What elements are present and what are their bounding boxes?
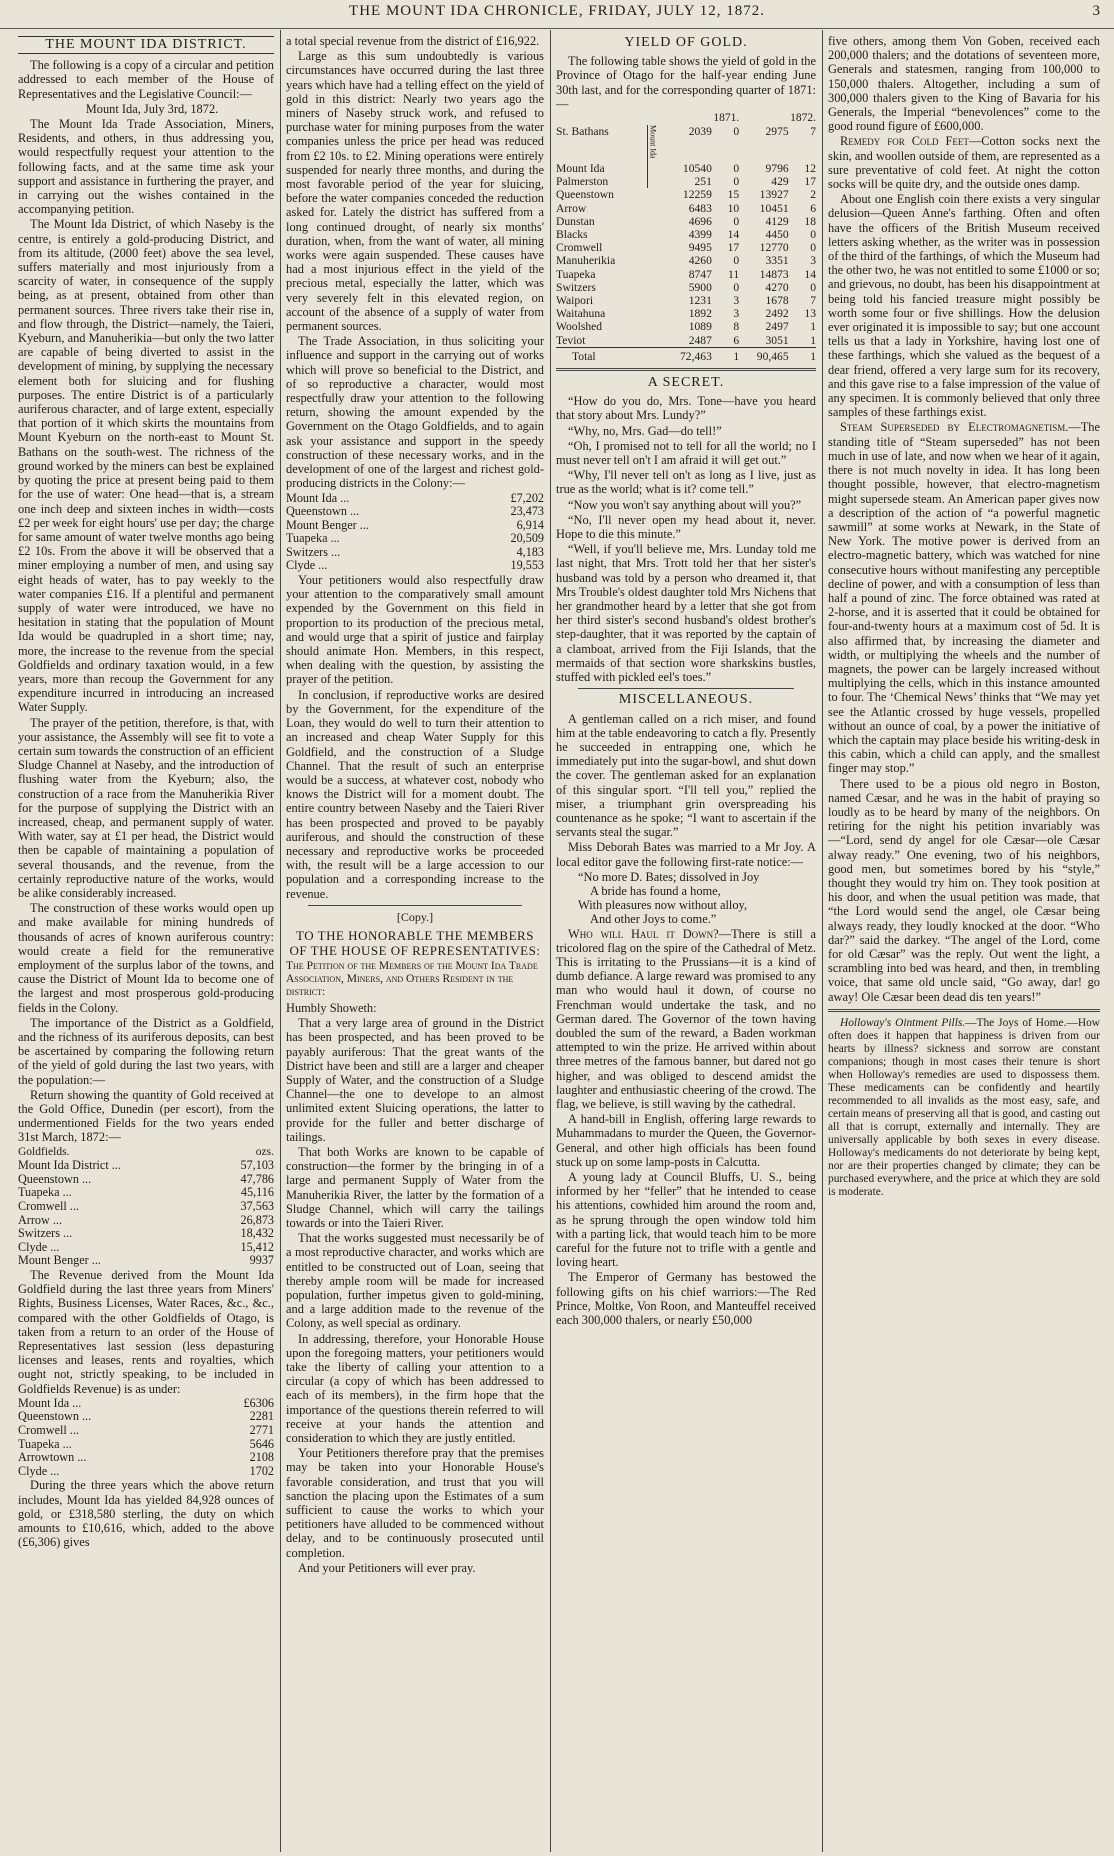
table-row	[556, 268, 816, 281]
table-cell: Arrowtown ...	[18, 1450, 87, 1465]
table-row	[18, 1438, 274, 1452]
table-cell: Arrow	[556, 201, 587, 215]
paragraph: Large as this sum undoubtedly is various circumstances have occurred during the last three years which have had a telling effect on the yield of gold in this district: Nearly two years ago the miners of Naseby struck work, and refused to purchase water for mining purposes from the water companies unless the price per head was reduced from £2 10s. to £2. Mining operations were entirely suspended for nearly three months, and during the most favorable period of the year for sluicing, before the water companies conceded the reduction asked for. Lately the district has suffered from a long continued drought, of nearly six months' duration, when, from the want of water, all mining works were again suspended. These causes have had a most injurious effect in the yield of the precious metal, especially the latter, which was very severely felt in this elevated region, on account of the absence of a supply of water from permanent sources.	[286, 49, 544, 334]
table-cell: 13	[804, 307, 816, 321]
article-heading-yield-of-gold: YIELD OF GOLD.	[624, 35, 748, 50]
table-cell: 3351	[765, 254, 789, 268]
table-row	[556, 241, 816, 254]
table-cell: Mount Ida ...	[18, 1395, 82, 1410]
table-cell: Arrow ...	[18, 1212, 63, 1227]
table-cell: 4,183	[516, 544, 544, 559]
table-cell: 15	[727, 188, 740, 202]
table-row	[286, 519, 544, 533]
table-cell: Mount Ida District ...	[18, 1158, 121, 1173]
table-cell: 2487	[688, 333, 712, 347]
table-cell	[648, 320, 663, 333]
table-cell: Dunstan	[556, 214, 595, 228]
paragraph: A hand-bill in English, offering large rewards to Muhammadans to murder the Queen, the Governor-General, and other high officials has been found stuck up on some lamp-posts in Calcutta.	[556, 1112, 816, 1169]
paragraph: The importance of the District as a Goldfield, and the richness of its auriferous deposits, can best be ascertained by comparing the following return of the yield of gold during the last two years, with the population:—	[18, 1015, 274, 1087]
table-cell	[648, 307, 663, 320]
year-header: 1872.	[790, 112, 816, 125]
table-cell: 0	[810, 280, 816, 294]
humbly-showeth: Humbly Showeth:	[286, 1000, 377, 1015]
paragraph: A young lady at Council Bluffs, U. S., being informed by her “feller” that he intended to cease his attentions, cowhided him around the room and, as he sprung through the open window told him with a parting lick, that would teach him to be more careful for the future not to trifle with a gentle and loving heart.	[556, 1170, 816, 1270]
table-cell: 19,553	[510, 558, 544, 573]
table-cell: £6306	[243, 1395, 274, 1410]
table-cell: Woolshed	[556, 320, 603, 334]
paragraph: About one English coin there exists a very singular delusion—Queen Anne's farthing. Often and often have the officers of the British Museum received letters asking whether, as the writer was in possession of the third of the farthings, of which the Museum had the other two, he was not entitled to some £1000 or so; and grievous, no doubt, has been his disappointment at being told his fancied treasure might possibly be worth some four or five shillings. How the delusion ever originated it is impossible to say; but one account tells us that a lady in Yorkshire, having lost one of these farthings, which she valued as the bequest of a dear friend, offered a very large sum for its recovery, and this gave rise to a false impression of the value of any specimen. It is commonly believed that only three samples of these farthings exist.	[828, 192, 1100, 420]
paragraph: That both Works are known to be capable of construction—the former by the bringing in of a large and permanent Supply of Water from the Manuherikia River, the latter by the formation of a Sludge Channel, which will carry the tailings towards or into the Taieri River.	[286, 1144, 544, 1230]
table-row	[286, 559, 544, 573]
table-cell: 14	[804, 267, 816, 281]
revenue-table	[18, 1397, 274, 1479]
divider	[828, 1009, 1100, 1012]
table-row	[18, 1227, 274, 1241]
table-cell: Mount Benger ...	[18, 1253, 101, 1268]
paragraph: Your petitioners would also respectfully draw your attention to the comparatively small amount expended by the Government on this field in proportion to its production of the precious metal, and would urge that a spirit of justice and fairplay should animate Hon. Members, in this respect, when dealing with the question, by assisting the prayer of the petition.	[286, 573, 544, 687]
table-cell: 1	[810, 333, 816, 347]
table-cell: Clyde ...	[18, 1239, 60, 1254]
secret-paragraphs	[556, 394, 816, 684]
table-cell	[648, 268, 663, 281]
table-cell: 2	[810, 188, 816, 202]
verse-line: “No more D. Bates; dissolved in Joy	[578, 869, 760, 884]
petition-title: The Petition of the Members of the Mount Ida Trade Association, Miners, and Others Resident in the district:	[286, 959, 538, 998]
table-total-row	[556, 347, 816, 363]
table-cell: 10	[727, 201, 740, 215]
paragraph: In addressing, therefore, your Honorable House upon the foregoing matters, your petitioners would take the liberty of calling your attention to a circular (a copy of which has been addressed to each of its members), in the firm hope that the importance of the questions therein referred to will receive at your hands the attention and consideration to which they are justly entitled.	[286, 1331, 544, 1446]
paragraph: The Mount Ida District, of which Naseby is the centre, is entirely a gold-producing District, and from its altitude, (2000 feet) above the sea level, suffers materially and most injuriously from a scarcity of water, in consequence of the supply being, as at present, obtained from other than permanent sources. Three rivers take their rise in, and flow through, the District—namely, the Taieri, Kyeburn, and Manuherikia—but only the two latter are capable of being diverted to assist in the development of mining, by supplying the necessary element both for sluicing and for flushing purposes. The entire District is of a particularly auriferous character, and of large extent, especially that portion of it which skirts the mountains from Mount Kyeburn on the north-east to Mount St. Bathans on the south-west. The richness of the ground worked by the miners can best be explained by quoting the price at present being paid to them for the use of water: One head—that is, a stream one inch deep and sixteen inches in width—costs £2 per week for eight hours' use per day; the charge for same amount of water twelve months ago being £2 10s. From the above it will be observed that a miner employing a number of men, and using say eight heads of water, has to pay weekly to the water companies £16. If a plentiful and permanent supply of water were introduced, we have no hesitation in stating that the population of Mount Ida would be quadrupled in a short time; nay, more, the increase to the revenue from the special Goldfields and ordinary taxation would, in a few years, more than recoup the Government for any expenditure incurred in introducing an increased Water Supply.	[18, 217, 274, 715]
table-cell: Palmerston	[556, 175, 609, 189]
paragraph: A gentleman called on a rich miser, and found him at the table endeavoring to catch a fly. Presently he succeeded in entrapping one, which he immediately put into the sugar-bowl, and shut down the cover. The gentleman asked for an explanation of this singular sport. “I'll tell you,” replied the miser, a triumphant grin overspreading his countenance as he spoke; “I want to ascertain if the servants steal the sugar.”	[556, 711, 816, 840]
table-cell: 0	[810, 241, 816, 255]
table-row	[18, 1214, 274, 1228]
table-cell: 11	[728, 267, 740, 281]
table-row	[556, 175, 816, 188]
paragraph: That the works suggested must necessarily be of a most reproductive character, and works which are entitled to be constructed out of Loan, seeing that thereby ample room will be made for increased population, further impetus given to gold-mining, and a large addition made to the revenue of the Colony, as well special as ordinary.	[286, 1231, 544, 1331]
paragraph: In conclusion, if reproductive works are desired by the Government, for the expenditure of the Loan, they would do well to turn their attention to an increased and cheap Water Supply for this Goldfield, and the construction of a Sludge Channel. That the result of such an enterprise would be a success, at whatever cost, nobody who knows the District will for a moment doubt. The entire country between Naseby and the Taieri River has been prospected and proved to be payably auriferous, and should the construction of these necessary and reproductive works be proceeded with, the result will be a large accession to our population and a corresponding increase to the revenue.	[286, 687, 544, 901]
table-cell: 23,473	[510, 504, 544, 519]
table-cell: 20,509	[510, 531, 544, 546]
table-row	[18, 1410, 274, 1424]
table-cell: Switzers ...	[18, 1226, 73, 1241]
table-cell: 3	[810, 254, 816, 268]
paragraph: The Revenue derived from the Mount Ida Goldfield during the last three years from Miners' Rights, Business Licenses, Water Races, &c., &c., compared with the other Goldfields of Otago, is taken from a return to an order of the House of Representatives last session (less depasturing licenses and leases, rents and royalties, which ought not, strictly speaking, to be included in Goldfields Revenue) is as under:	[18, 1267, 274, 1396]
paragraph: “Well, if you'll believe me, Mrs. Lunday told me last night, that Mrs. Trott told her that her sister's husband was told by a person who dreamed it, that Mrs Trouble's oldest daughter told Mrs Nichens that her grandmother heard by a letter that she got from her third sister's second husband's oldest brother's step-daughter, that it was reported by the captain of a clamboat, arrived from the Fiji Islands, that the mermaids of that section wore sharkskins bustles, stuffed with pickled eel's toes.”	[556, 542, 816, 685]
table-cell: 17	[804, 175, 816, 189]
table-cell: 17	[727, 241, 740, 255]
goldfields-table	[18, 1146, 274, 1268]
table-row	[556, 125, 816, 162]
table-cell: 1702	[249, 1463, 274, 1478]
table-cell: 9495	[688, 241, 712, 255]
table-cell	[648, 254, 663, 267]
table-cell	[648, 175, 663, 188]
table-cell: 9937	[249, 1253, 274, 1268]
table-cell: 8747	[688, 267, 712, 281]
table-row	[286, 546, 544, 560]
table-cell: 7	[810, 125, 816, 139]
table-cell: 1231	[688, 294, 712, 308]
table-cell: 0	[733, 175, 740, 189]
table-cell: Queenstown	[556, 188, 614, 202]
table-cell: 4399	[688, 228, 712, 241]
table-cell: 26,873	[240, 1212, 274, 1227]
table-cell: 10451	[759, 201, 789, 215]
table-row	[18, 1254, 274, 1268]
table-row	[556, 228, 816, 241]
table-cell: 13927	[759, 188, 789, 202]
table-cell: 15,412	[240, 1239, 274, 1254]
table-cell: 12770	[759, 241, 789, 255]
table-row	[18, 1200, 274, 1214]
table-row	[556, 307, 816, 320]
table-cell: 90,465	[739, 347, 788, 363]
table-cell: 0	[733, 254, 740, 268]
table-header-cell: Goldfields.	[18, 1145, 70, 1158]
table-cell: 10540	[682, 161, 712, 175]
yield-rows	[556, 125, 816, 347]
table-cell: 0	[733, 214, 740, 228]
table-cell: 5646	[249, 1436, 274, 1451]
table-row	[286, 505, 544, 519]
table-cell	[648, 228, 663, 241]
paragraph: The construction of these works would open up and make available for mining hundreds of thousands of acres of known auriferous country: would create a field for the remunerative employment of the surplus labor of the towns, and cause the District of Mount Ida to become one of the largest and most prosperous gold-producing fields in the Colony.	[18, 901, 274, 1015]
table-cell: 6	[733, 333, 740, 347]
item-title: Holloway's Ointment Pills.	[840, 1016, 966, 1029]
paragraph	[828, 134, 1100, 191]
column-4	[828, 34, 1100, 1852]
item-text: —The Joys of Home.—How often does it happen that happiness is driven from our hearts by illness? sickness and sorrow are constant companions; though in most cases their tenure is short when Holloway's remedies are used to dispossess them. These medicaments can be confidently and heartily recommended to all invalids as the most easy, safe, and certain means of preserving all that is good, and casting out all that is corrupt, externally and internally. They are universally applicable by both sexes in every disease. Holloway's medicaments do not deteriorate by being kept, nor are their properties changed by climate; they can be purchased everywhere, and the price at which they are sold is moderate.	[828, 1016, 1100, 1198]
table-cell: 251	[694, 175, 712, 189]
paragraph: Miss Deborah Bates was married to a Mr Joy. A local editor gave the following first-rate notice:—	[556, 840, 816, 869]
table-cell: 0	[733, 161, 740, 175]
table-cell: 4260	[688, 254, 712, 268]
table-cell: 18,432	[240, 1226, 274, 1241]
article-heading-a-secret: A SECRET.	[647, 375, 725, 391]
table-cell: 0	[733, 280, 740, 294]
table-row	[556, 188, 816, 201]
advertisement	[828, 1017, 1100, 1199]
table-cell: 5900	[688, 280, 712, 294]
table-cell: 18	[804, 214, 816, 228]
table-row	[286, 492, 544, 506]
table-cell: 2497	[765, 320, 789, 334]
paragraph: There used to be a pious old negro in Boston, named Cæsar, and he was in the habit of praying so loudly as to be heard by many of the neighbors. On retiring for the night his petition invariably was—“Lord, send dy angel for ole Cæsar—ole Cæsar alway ready.” One evening, two of his neighbors, good men, but sometimes bored by his “style,” thought they would try him on. They took position at his door, and when the usual petition was made, that “the Lord would send the angel, ole Cæsar being always ready, they loudly knocked at the door. “Who dar?” said the darkey. “The angel of the Lord, come for old Cæsar” was the reply. Out went the light, a scrambling into bed was heard, and then, in trembling voice, that same old uncle said, “Go away, dar! go away! Ole Cæsar been dead dis ten years!”	[828, 776, 1100, 1004]
paragraph: “How do you do, Mrs. Tone—have you heard that story about Mrs. Lundy?”	[556, 394, 816, 423]
table-row	[18, 1186, 274, 1200]
table-cell: 3051	[765, 333, 789, 347]
verse-line: With pleasures now without alloy,	[578, 898, 748, 913]
table-cell: Cromwell ...	[18, 1199, 79, 1214]
revenue-rows	[18, 1397, 274, 1479]
table-header-row	[556, 112, 816, 125]
table-cell: 47,786	[240, 1171, 274, 1186]
table-cell: 4450	[765, 228, 789, 241]
table-cell: Blacks	[556, 228, 588, 241]
paragraph: “Why, I'll never tell on't as long as I live, just as true as the world; what is it? come tell.”	[556, 468, 816, 497]
paragraph: The Emperor of Germany has bestowed the following gifts on his chief warriors:—The Red Prince, Moltke, Von Roon, and Manteuffel received each 300,000 thalers, or nearly £50,000	[556, 1270, 816, 1328]
article-heading-miscellaneous: MISCELLANEOUS.	[618, 692, 754, 708]
table-cell: 1892	[688, 307, 712, 321]
table-cell: 3	[733, 307, 740, 321]
item-title: Remedy for Cold Feet	[840, 134, 969, 149]
table-cell: Queenstown ...	[18, 1409, 92, 1424]
table-cell: 6	[810, 201, 816, 215]
table-cell: 2492	[765, 307, 789, 321]
table-cell: 72,463	[662, 347, 711, 363]
table-cell: 8	[733, 320, 740, 334]
item-text: —There is still a tricolored flag on the spire of the Cathedral of Metz. This is irritating to the Prussians—it is a kind of dumb defiance. A large reward was promised to any man who would haul it down, of course no Frenchman would undertake the task, and no German dared. The Governor of the town having doubled the sum of the reward, a Baden workman attempted to win the prize. He arrived within about three metres of the famous banner, but dared not go higher, and was obliged to descend amidst the laughter and enthusiastic cheering of the crowd. The flag, we believe, is still waving by the cathedral.	[556, 926, 816, 1111]
table-row	[18, 1465, 274, 1479]
item-text: —The standing title of “Steam superseded” has not been much in use of late, and now when we hear of it again, there is not much novelty in idea. It has long been thought possible, however, that electro-magnetism might supersede steam. An American paper gives now a description of the action of “a powerful magnetic sawmill” at some works at Newark, in the State of New York. The motive power is derived from an electro-magnetic battery, which was watched for nine consecutive hours without manifesting any perceptible decline of power, and with a consumption of less than half a pound of zinc. The force obtained was rated at 2-horse, and it is asserted that it could be obtained for four-and-twenty hours at a maximum cost of 5d. It is also affirmed that, by increasing the diameter and width, or multiplying the wheels and the number of magnets, the power can be largely increased without multiplying the cells, which in this instance amounted to four. The ‘Chemical News’ thinks that “We may yet see the Atlantic crossed by huge vessels, propelled without an ounce of coal, by a power the initiative of which the captain may place beside his writing-desk in this cabin, which a child can apply, and the smallest finger may stop.”	[828, 420, 1100, 776]
table-cell: Total	[556, 347, 648, 363]
table-cell: Clyde ...	[286, 558, 328, 573]
table-cell: Switzers	[556, 280, 596, 294]
paragraph: During the three years which the above return includes, Mount Ida has yielded 84,928 ounces of gold, or £318,580 sterling, the duty on which amounts to £10,616, which, added to the above (£6,306) gives	[18, 1478, 274, 1550]
article-heading-mount-ida-district: THE MOUNT IDA DISTRICT.	[18, 36, 274, 54]
paragraph: The prayer of the petition, therefore, is that, with your assistance, the Assembly will see fit to vote a certain sum towards the construction of an efficient Sludge Channel at Naseby, and the introduction of flushing water from the Kyeburn; also, the construction of a race from the Manuherikia River for the purpose of supplying the District with an increased, cheap, and permanent supply of water. With water, say at £1 per head, the District would then be capable of maintaining a population of several thousands, and the revenue, from the certainly reproductive nature of the works, would be alike considerably increased.	[18, 715, 274, 900]
paragraph: Your Petitioners therefore pray that the premises may be taken into your Honorable House's favorable consideration, and trust that you will sanction the placing upon the Estimates of a sum sufficient to cause the works to which your petitioners have alluded to be commenced without delay, and to be continuously prosecuted until completion.	[286, 1446, 544, 1560]
table-cell: 45,116	[240, 1185, 274, 1200]
paragraph: The following table shows the yield of gold in the Province of Otago for the half-year ending June 30th last, and for the corresponding quarter of 1871:—	[556, 54, 816, 111]
return-caption: Return showing the quantity of Gold received at the Gold Office, Dunedin (per escort), from the undermentioned Fields for the two years ended 31st March, 1872:—	[18, 1087, 274, 1145]
table-cell: Manuherikia	[556, 254, 616, 268]
table-header-row	[18, 1146, 274, 1160]
table-row	[18, 1424, 274, 1438]
table-row	[556, 281, 816, 294]
table-cell: 7	[810, 294, 816, 308]
table-row	[556, 215, 816, 228]
table-cell: Cromwell	[556, 241, 603, 255]
paragraph: “Why, no, Mrs. Gad—do tell!”	[568, 423, 722, 438]
table-cell: Switzers ...	[286, 544, 341, 559]
table-cell: 6,914	[516, 517, 544, 532]
table-cell: 1678	[765, 294, 789, 308]
table-cell	[648, 215, 663, 228]
expenditure-table	[286, 492, 544, 574]
table-cell	[648, 125, 663, 162]
table-cell: 4270	[765, 280, 789, 294]
table-cell: Queenstown ...	[286, 504, 360, 519]
mount-ida-bracket-label: Mount Ida	[648, 125, 658, 159]
table-cell: Teviot	[556, 333, 586, 347]
table-cell: 57,103	[240, 1158, 274, 1173]
column-2	[286, 34, 544, 1852]
table-cell: 12259	[682, 188, 712, 202]
expenditure-rows	[286, 492, 544, 574]
table-cell: Clyde ...	[18, 1463, 60, 1478]
copy-label: [Copy.]	[396, 909, 434, 924]
table-cell: 2281	[249, 1409, 274, 1424]
verse-line: A bride has found a home,	[590, 883, 721, 898]
paragraph: The Mount Ida Trade Association, Miners, Residents, and others, in thus addressing you, would respectfully request your attention to the following facts, and at the same time ask your support and assistance in furthering the prayer, and in carrying out the wishes contained in the accompanying petition.	[18, 117, 274, 217]
table-cell: 9796	[765, 161, 789, 175]
masthead-title: THE MOUNT IDA CHRONICLE, FRIDAY, JULY 12, 1872.	[349, 3, 765, 19]
column-3	[556, 34, 816, 1852]
table-header-cell: ozs.	[255, 1145, 274, 1158]
table-cell: Waitahuna	[556, 307, 606, 321]
table-cell: 14	[727, 228, 740, 241]
table-cell: 4129	[765, 214, 789, 228]
paragraph: “Oh, I promised not to tell for all the world; no I must never tell on't I am afraid it will get out.”	[556, 438, 816, 468]
table-row	[556, 202, 816, 215]
petition-heading: TO THE HONORABLE THE MEMBERS OF THE HOUSE OF REPRESENTATIVES:	[289, 927, 541, 958]
column-rule	[822, 30, 823, 1852]
table-row	[18, 1159, 274, 1173]
page-number: 3	[1092, 3, 1100, 19]
table-cell	[648, 294, 663, 307]
paragraph: The following is a copy of a circular and petition addressed to each member of the House of Representatives and the Legislative Council:—	[18, 58, 274, 101]
table-row	[556, 334, 816, 348]
dateline: Mount Ida, July 3rd, 1872.	[85, 101, 219, 116]
table-cell: Tuapeka ...	[286, 531, 340, 546]
year-header: 1871.	[713, 112, 740, 125]
paragraph: a total special revenue from the district of £16,922.	[286, 34, 540, 48]
table-row	[18, 1173, 274, 1187]
table-cell: 0	[733, 125, 740, 139]
table-cell: Mount Ida	[556, 161, 605, 175]
table-cell	[648, 202, 663, 215]
table-cell: 1	[810, 320, 816, 334]
paragraph: And your Petitioners will ever pray.	[298, 1560, 476, 1575]
table-cell: 2108	[249, 1450, 274, 1465]
table-cell: St. Bathans	[556, 125, 609, 139]
table-row	[556, 294, 816, 307]
table-cell: 0	[810, 228, 816, 241]
table-cell: 1	[789, 347, 816, 363]
table-cell: 4696	[688, 214, 712, 228]
paragraph	[556, 927, 816, 1112]
table-cell: £7,202	[510, 490, 544, 505]
table-cell: 429	[771, 175, 789, 189]
table-cell: 2039	[688, 125, 712, 139]
divider	[556, 368, 816, 371]
table-cell: Cromwell ...	[18, 1423, 79, 1437]
divider	[308, 905, 522, 906]
table-cell: 12	[804, 161, 816, 175]
divider	[578, 688, 794, 689]
table-cell	[648, 334, 663, 348]
table-cell: 1089	[688, 320, 712, 334]
column-1	[18, 34, 274, 1852]
table-cell: 1	[712, 347, 739, 363]
paragraph	[828, 420, 1100, 775]
paragraph: That a very large area of ground in the District has been prospected, and has been proved to be payably auriferous: That the great wants of the District have been and still are a larger and cheaper Supply of Water, and the construction of a Sludge Channel—the one to develope to an almost unlimited extent Sluicing operations, the latter to provide for the fuller and better discharge of tailings.	[286, 1016, 544, 1144]
table-cell: Queenstown ...	[18, 1171, 92, 1186]
table-cell	[648, 188, 663, 201]
yield-table	[556, 112, 816, 363]
table-cell: Mount Benger ...	[286, 517, 369, 532]
paragraph: five others, among them Von Goben, received each 200,000 thalers; and the dotations of seventeen more, Generals and statesmen, ranging from 100,000 to 150,000 thalers. Altogether, including a sum of 300,000 thalers given to the King of Bavaria for his Generals, the Imperial “benevolences” come to the good round figure of £600,000.	[828, 34, 1100, 134]
column-rule	[550, 30, 551, 1852]
column-rule	[280, 30, 281, 1852]
table-row	[556, 320, 816, 333]
table-cell: Tuapeka	[556, 267, 596, 281]
table-row	[18, 1397, 274, 1411]
paragraph: The Trade Association, in thus soliciting your influence and support in the carrying out of works which will prove so beneficial to the District, and of so reproductive a character, would most respectfully draw your attention to the following return, showing the amount expended by the Government on the Otago Goldfields, and to again ask your assistance and support in the speedy construction of these necessary works, and in the development of one of the largest and richest gold-producing districts in the Colony:—	[286, 334, 544, 491]
table-row	[18, 1241, 274, 1255]
verse-line: And other Joys to come.”	[590, 912, 717, 927]
table-cell: 37,563	[240, 1199, 274, 1214]
table-cell: 14873	[759, 267, 789, 281]
table-row	[556, 162, 816, 175]
table-cell: Tuapeka ...	[18, 1436, 72, 1451]
table-cell: 3	[733, 294, 740, 308]
table-cell: 2771	[249, 1423, 274, 1437]
table-cell: Waipori	[556, 294, 594, 308]
item-title: Steam Superseded by Electromagnetism.	[840, 420, 1069, 435]
table-cell	[648, 281, 663, 294]
table-row	[18, 1451, 274, 1465]
paragraph: “Now you won't say anything about will you?”	[568, 497, 802, 512]
table-cell	[648, 241, 663, 254]
item-text: —Cotton socks next the skin, and woollen outside of them, are represented as a sure preventative of cold feet. At night the cotton socks will be quite dry, and the outside ones damp.	[828, 134, 1100, 192]
table-row	[286, 532, 544, 546]
goldfields-rows	[18, 1159, 274, 1268]
table-row	[556, 254, 816, 267]
table-cell	[648, 162, 663, 175]
table-cell: Mount Ida ...	[286, 490, 350, 505]
paragraph: “No, I'll never open my head about it, never. Hope to die this minute.”	[556, 512, 816, 542]
table-cell: Tuapeka ...	[18, 1185, 72, 1200]
table-cell: 2975	[765, 125, 789, 139]
item-title: Who will Haul it Down?	[568, 926, 719, 941]
masthead	[0, 0, 1114, 29]
verse	[556, 870, 816, 927]
table-cell: 6483	[688, 201, 712, 215]
